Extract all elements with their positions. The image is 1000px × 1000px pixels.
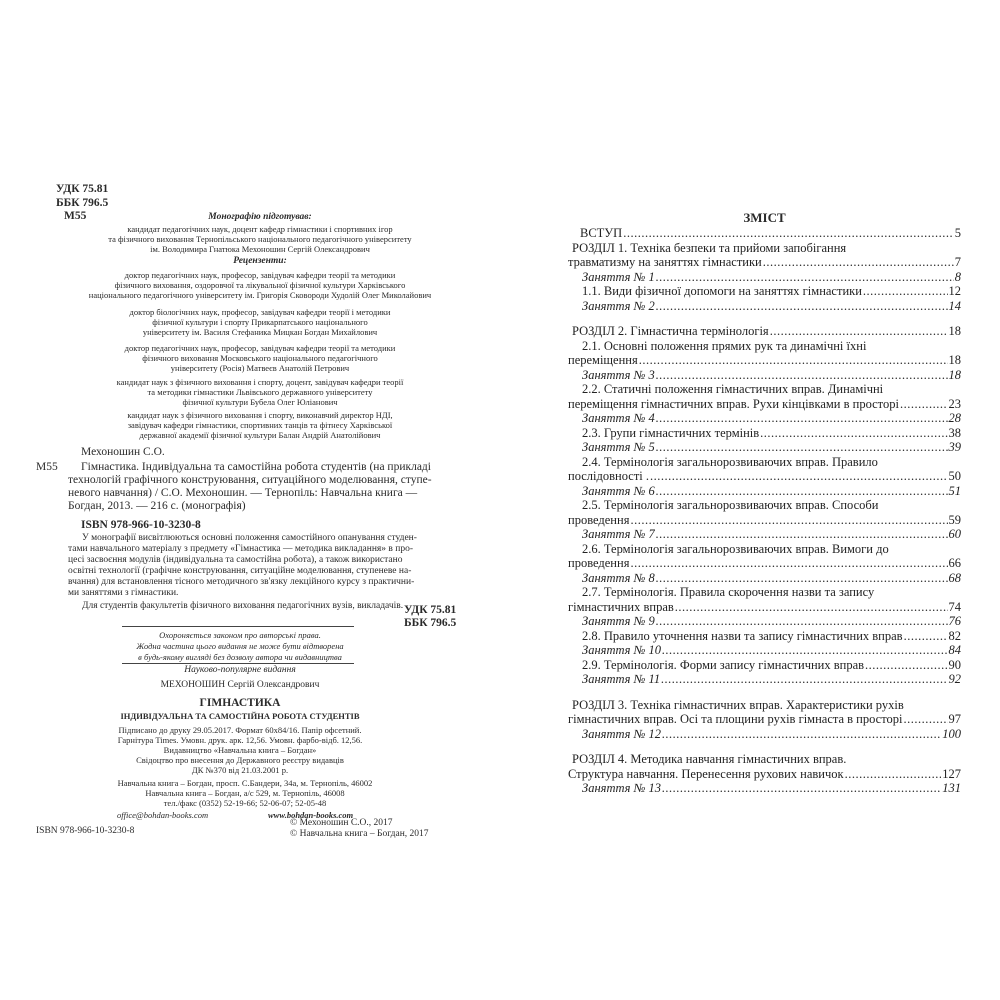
toc-page: 39 (948, 440, 961, 454)
toc-page: 131 (942, 781, 961, 795)
biblio-line: технологій графічного конструювання, ситуаційного моделювання, ступе- (68, 474, 432, 486)
toc-entry[interactable]: Структура навчання. Перенесення рухових навичок ..... 127 (568, 767, 961, 782)
table-of-contents (568, 226, 961, 796)
toc-entry[interactable]: ВСТУП ..... 5 (568, 226, 961, 241)
genre: Науково-популярне видання (184, 665, 296, 675)
toc-subsection-heading[interactable]: 2.1. Основні положення прямих рук та динамічні їхні (582, 338, 867, 353)
prepared-line: ім. Володимира Гнатюка Мехоношин Сергій Олександрович (150, 244, 370, 254)
reviewer-line: фізичного виховання Московського національного педагогічного (142, 353, 378, 363)
toc-entry[interactable]: Заняття № 13 ..... 131 (568, 781, 961, 796)
toc-entry[interactable]: гімнастичних вправ ..... 74 (568, 600, 961, 615)
toc-entry[interactable]: послідовності . ..... 50 (568, 469, 961, 484)
toc-entry[interactable]: 2.3. Групи гімнастичних термінів ..... 38 (568, 426, 961, 441)
book-title: ГІМНАСТИКА (199, 697, 281, 709)
toc-entry[interactable]: Заняття № 6 ..... 51 (568, 484, 961, 499)
reviewer-line: фізичного виховання, оздоровчої та лікувальної фізичної культури Харківського (114, 280, 406, 290)
toc-entry[interactable]: Заняття № 10 ..... 84 (568, 643, 961, 658)
toc-page: 59 (948, 512, 961, 527)
copyright-author: © Мехоношин С.О., 2017 (290, 818, 393, 828)
prepared-line: та фізичного виховання Тернопільського національного педагогічного університету (108, 234, 412, 244)
reviewer-line: кандидат наук з фізичного виховання і спорту, доцент, завідувач кафедри теорії (116, 377, 404, 387)
address-line: Навчальна книга – Богдан, просп. С.Бандери, 34а, м. Тернопіль, 46002 (117, 778, 373, 788)
reviewer-line: державної академії фізичної культури Балан Андрій Анатолійович (139, 430, 381, 440)
reviewer-line: національного педагогічного університету ім. Григорія Сковороди Худолій Олег Миколайович (88, 290, 432, 300)
toc-page: 51 (948, 483, 961, 498)
toc-subsection-heading[interactable]: 2.2. Статичні положення гімнастичних вправ. Динамічні (582, 382, 884, 396)
copyright-publisher: © Навчальна книга – Богдан, 2017 (290, 829, 429, 839)
toc-page: 7 (954, 255, 961, 269)
toc-subsection-heading[interactable]: 2.5. Термінологія загальнорозвиваючих вправ. Способи (582, 498, 879, 512)
toc-page: 82 (948, 628, 961, 643)
toc-page: 66 (948, 556, 961, 570)
toc-entry[interactable]: Заняття № 1 ..... 8 (568, 270, 961, 285)
udk-code-2: УДК 75.81 (404, 604, 457, 616)
audience-line: Для студентів факультетів фізичного виховання педагогічних вузів, викладачів. (82, 601, 404, 611)
copyright-line: в будь-якому вигляді без дозволу автора чи видавництва (138, 652, 342, 662)
author-code-2: М55 (36, 461, 58, 473)
copyright-line: Охороняється законом про авторські права. (159, 630, 321, 640)
imprint-line: ДК №370 від 21.03.2001 р. (191, 765, 289, 775)
reviewer-line: кандидат наук з фізичного виховання і спорту, виконавчий директор НДІ, (127, 410, 393, 420)
toc-subsection-heading[interactable]: 2.6. Термінологія загальнорозвиваючих вправ. Вимоги до (582, 541, 889, 556)
bbk-code: ББК 796.5 (56, 197, 109, 209)
biblio-line: невого навчання) / С.О. Мехоношин. — Тернопіль: Навчальна книга — (68, 487, 418, 499)
reviewer-line: доктор педагогічних наук, професор, завідувач кафедри теорії та методики (124, 270, 396, 280)
abstract-line: У монографії висвітлюються основні положення самостійного опанування студен- (82, 533, 417, 543)
abstract-line: ми заняттями з гімнастики. (68, 588, 179, 598)
toc-entry[interactable]: переміщення ..... 18 (568, 353, 961, 368)
toc-page: 97 (948, 712, 961, 726)
toc-page: 127 (942, 766, 961, 781)
toc-entry[interactable]: Заняття № 11 ..... 92 (568, 672, 961, 687)
toc-entry[interactable]: гімнастичних вправ. Осі та площини рухів гімнаста в просторі ..... 97 (568, 712, 961, 727)
reviewer-line: університету (Росія) Матвеєв Анатолій Петрович (170, 363, 350, 373)
abstract-line: вчання) для встановлення тісного методичного зв'язку лекційного курсу з практични- (68, 577, 415, 587)
reviewer-line: завідувач кафедри гімнастики, спортивних танців та фітнесу Харківської (127, 420, 393, 430)
toc-entry[interactable]: 1.1. Види фізичної допомоги на заняттях гімнастики ..... 12 (568, 284, 961, 299)
address-line: Навчальна книга – Богдан, а/с 529, м. Тернопіль, 46008 (145, 788, 345, 798)
toc-page: 38 (948, 425, 961, 440)
udk-code: УДК 75.81 (56, 183, 109, 195)
toc-page: 18 (948, 324, 961, 338)
toc-entry[interactable]: Заняття № 4 ..... 28 (568, 411, 961, 426)
divider (122, 663, 354, 664)
author-code: М55 (64, 210, 87, 222)
abstract-line: тами навчального матеріалу з предмету «Гімнастика — методика викладання» в про- (68, 544, 414, 554)
publisher-email[interactable]: office@bohdan-books.com (117, 810, 209, 820)
toc-entry[interactable]: Заняття № 5 ..... 39 (568, 440, 961, 455)
imprint-line: Підписано до друку 29.05.2017. Формат 60х84/16. Папір офсетний. (118, 725, 362, 735)
toc-page: 50 (948, 469, 961, 483)
toc-page: 68 (948, 570, 961, 585)
reviewer-line: та методики гімнастики Львівського державного університету (147, 387, 373, 397)
toc-section-heading[interactable]: РОЗДІЛ 4. Методика навчання гімнастичних вправ. (572, 752, 847, 766)
imprint-line: Гарнітура Times. Умовн. друк. арк. 12,56. Умовн. фарбо-відб. 12,56. (117, 735, 363, 745)
divider (122, 626, 354, 627)
toc-page: 14 (948, 298, 961, 313)
toc-page: 28 (948, 411, 961, 425)
book-subtitle: ІНДИВІДУАЛЬНА ТА САМОСТІЙНА РОБОТА СТУДЕНТІВ (120, 711, 360, 721)
toc-entry[interactable]: переміщення гімнастичних вправ. Рухи кінцівками в просторі ..... 23 (568, 397, 961, 412)
abstract-line: цесі засвоєння модулів (індивідуальна та самостійна робота), а також використано (68, 555, 403, 565)
imprint-line: Видавництво «Навчальна книга – Богдан» (163, 745, 317, 755)
toc-page: 18 (948, 367, 961, 382)
toc-entry[interactable]: проведення ..... 66 (568, 556, 961, 571)
address-line: тел./факс (0352) 52-19-66; 52-06-07; 52-05-48 (163, 798, 327, 808)
toc-entry[interactable]: 2.9. Термінологія. Форми запису гімнастичних вправ ..... 90 (568, 658, 961, 673)
toc-page: 100 (942, 726, 961, 741)
reviewers-title: Рецензенти: (233, 256, 287, 266)
copyright-line: Жодна частина цього видання не може бути відтворена (136, 641, 344, 651)
author-heading: Мехоношин С.О. (81, 446, 165, 458)
toc-section-heading[interactable]: РОЗДІЛ 1. Техніка безпеки та прийоми запобігання (572, 240, 847, 255)
toc-entry[interactable]: РОЗДІЛ 2. Гімнастична термінологія ..... 18 (568, 324, 961, 339)
toc-page: 84 (948, 643, 961, 657)
toc-page: 92 (948, 672, 961, 686)
toc-entry[interactable]: Заняття № 7 ..... 60 (568, 527, 961, 542)
isbn: ISBN 978-966-10-3230-8 (81, 519, 201, 531)
toc-entry[interactable]: 2.8. Правило уточнення назви та запису гімнастичних вправ ..... 82 (568, 629, 961, 644)
toc-page: 8 (954, 269, 961, 284)
imprint-line: Свідоцтво про внесення до Державного реєстру видавців (136, 755, 344, 765)
toc-entry[interactable]: Заняття № 8 ..... 68 (568, 571, 961, 586)
prepared-line: кандидат педагогічних наук, доцент кафедр гімнастики і спортивних ігор (127, 224, 393, 234)
toc-page: 12 (948, 284, 961, 298)
reviewer-line: доктор біологічних наук, професор, завідувач кафедри теорії і методики (129, 307, 391, 317)
toc-subsection-heading[interactable]: 2.7. Термінологія. Правила скорочення назви та запису (582, 585, 875, 599)
toc-entry[interactable]: Заняття № 2 ..... 14 (568, 299, 961, 314)
biblio-line: Богдан, 2013. — 216 с. (монографія) (68, 500, 246, 512)
publisher-website[interactable]: www.bohdan-books.com (268, 810, 354, 820)
toc-page: 90 (948, 657, 961, 672)
abstract-line: освітні технології (графічне конструювання, ситуаційне моделювання, ступеневе на- (68, 566, 412, 576)
toc-page: 5 (954, 226, 961, 240)
toc-subsection-heading[interactable]: 2.4. Термінологія загальнорозвиваючих вправ. Правило (582, 454, 878, 469)
author-full: МЕХОНОШИН Сергій Олександрович (160, 680, 320, 690)
toc-title: ЗМІСТ (743, 210, 786, 225)
toc-page: 23 (948, 396, 961, 411)
toc-section-heading[interactable]: РОЗДІЛ 3. Техніка гімнастичних вправ. Характеристики рухів (572, 697, 904, 712)
toc-entry[interactable]: Заняття № 3 ..... 18 (568, 368, 961, 383)
reviewer-line: фізичної культури Бубела Олег Юліанович (182, 397, 338, 407)
toc-page: 18 (948, 353, 961, 367)
toc-entry[interactable]: травматизму на заняттях гімнастики ..... 7 (568, 255, 961, 270)
reviewer-line: доктор педагогічних наук, професор, завідувач кафедри теорії та методики (124, 343, 396, 353)
toc-entry[interactable]: Заняття № 12 ..... 100 (568, 727, 961, 742)
toc-page: 74 (948, 599, 961, 614)
reviewer-line: університету ім. Василя Стефаника Мицкан Богдан Михайлович (142, 327, 378, 337)
toc-entry[interactable]: Заняття № 9 ..... 76 (568, 614, 961, 629)
biblio-line: Гімнастика. Індивідуальна та самостійна робота студентів (на прикладі (81, 461, 431, 473)
isbn-footer: ISBN 978-966-10-3230-8 (36, 826, 135, 836)
reviewer-line: фізичної культури і спорту Прикарпатського національного (152, 317, 368, 327)
prepared-title: Монографію підготував: (208, 212, 312, 222)
toc-page: 76 (948, 614, 961, 628)
toc-page: 60 (948, 527, 961, 541)
toc-entry[interactable]: проведення ..... 59 (568, 513, 961, 528)
bbk-code-2: ББК 796.5 (404, 617, 457, 629)
